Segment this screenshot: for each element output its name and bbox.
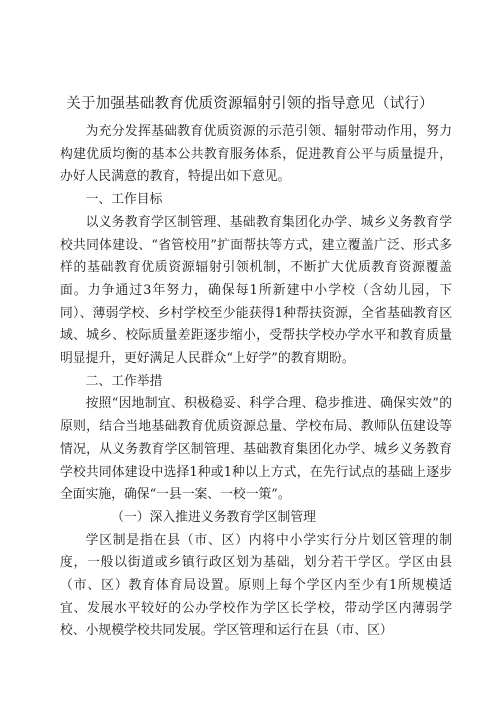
- document-body: [60, 121, 452, 643]
- document-title: 关于加强基础教育优质资源辐射引领的指导意见（试行）: [66, 96, 434, 112]
- section-heading-measures: 二、工作举措: [85, 373, 163, 389]
- intro-paragraph: 为充分发挥基础教育优质资源的示范引领、辐射带动作用，努力构建优质均衡的基本公共教育服务体系，促进教育公平与质量提升，办好人民满意的教育，特提出如下意见。: [60, 124, 452, 185]
- section-goals-paragraph: 以义务教育学区制管理、基础教育集团化办学、城乡义务教育学校共同体建设、“省管校用”扩面帮扶等方式，建立覆盖广泛、形式多样的基础教育优质资源辐射引领机制，不断扩大优质教育资源覆盖面。力争通过3年努力，确保每1所新建中小学校（含幼儿园，下同）、薄弱学校、乡村学校至少能获得1种帮扶资源，全省基础教育区域、城乡、校际质量差距逐步缩小，受帮扶学校办学水平和教育质量明显提升，更好满足人民群众“上好学”的教育期盼。: [60, 214, 452, 367]
- section-measures-paragraph: 按照“因地制宜、积极稳妥、科学合理、稳步推进、确保实效”的原则，结合当地基础教育优质资源总量、学校布局、教师队伍建设等情况，从义务教育学区制管理、基础教育集团化办学、城乡义务教育学校共同体建设中选择1种或1种以上方式，在先行试点的基础上逐步全面实施，确保“一县一案、一校一策”。: [60, 396, 452, 503]
- subsection-district-paragraph: 学区制是指在县（市、区）内将中小学实行分片划区管理的制度，一般以街道或乡镇行政区划为基础，划分若干学区。学区由县（市、区）教育体育局设置。原则上每个学区内至少有1所规模适宜、发展水平较好的公办学校作为学区长学校，带动学区内薄弱学校、小规模学校共同发展。学区管理和运行在县（市、区）: [60, 532, 452, 639]
- subsection-heading-district: （一）深入推进义务教育学区制管理: [111, 509, 316, 525]
- section-heading-goals: 一、工作目标: [85, 192, 163, 208]
